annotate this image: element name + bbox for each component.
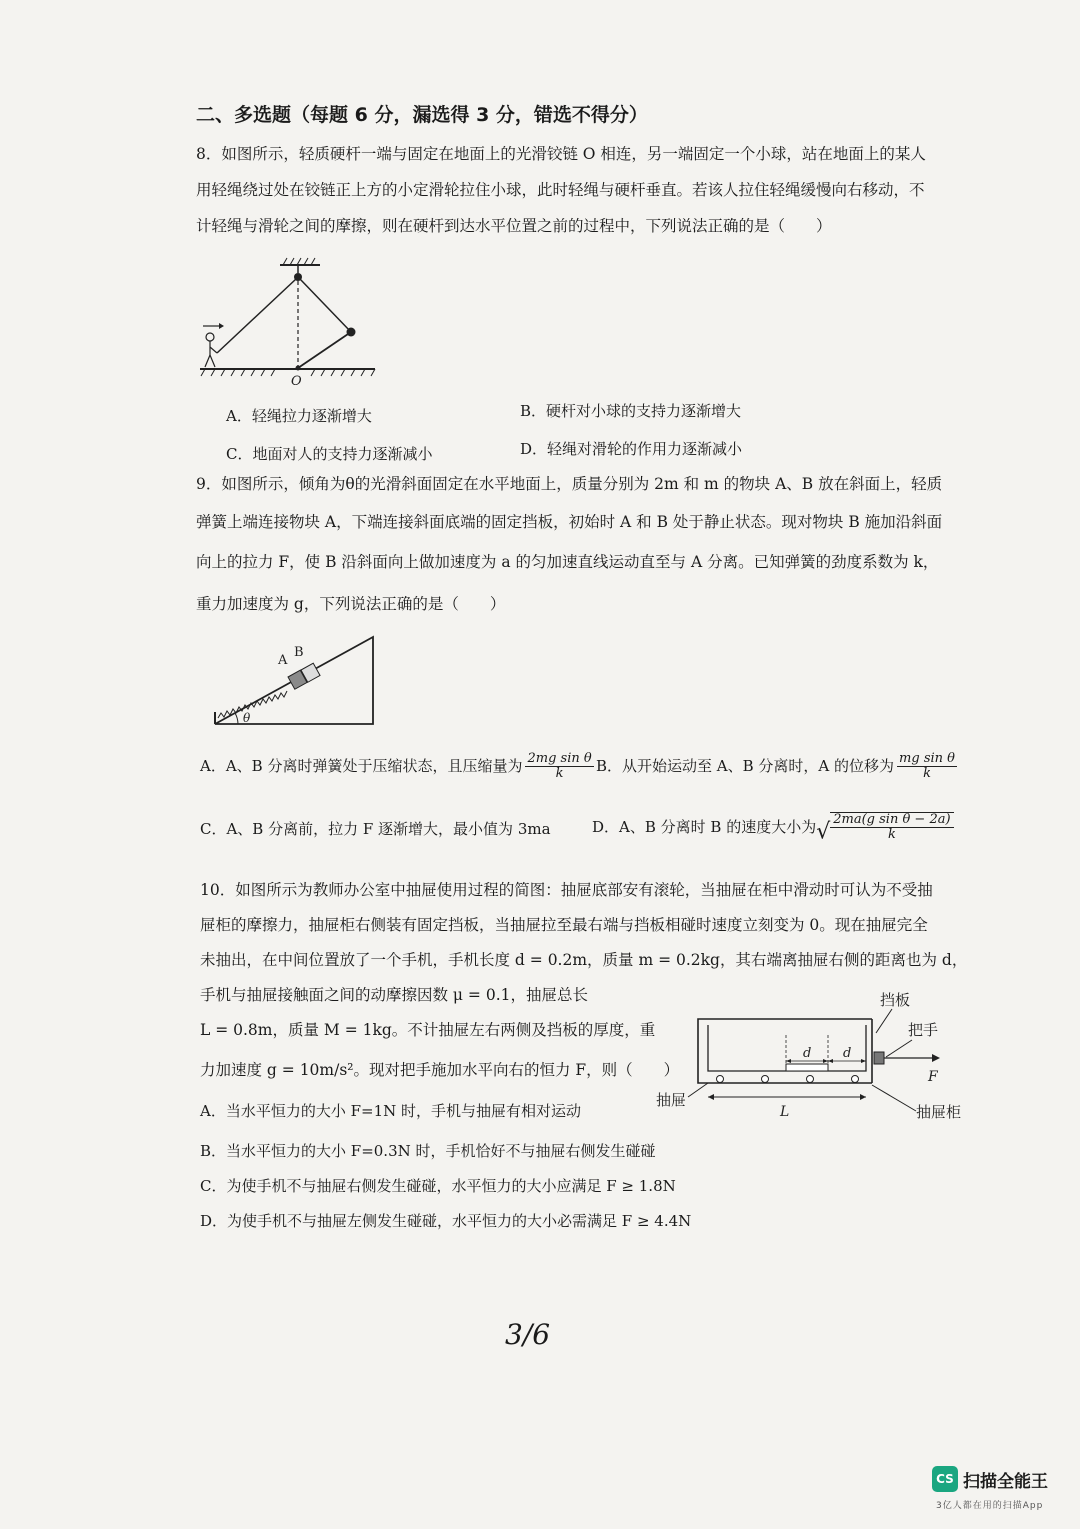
q9-option-a: [200, 752, 597, 782]
hinge-o: [296, 366, 301, 371]
label-o: O: [291, 374, 302, 389]
q10-line-1: 10．如图所示为教师办公室中抽屉使用过程的简图：抽屉底部安有滚轮，当抽屉在柜中滑动时可认为不受抽: [200, 881, 933, 899]
q9-option-d: [592, 812, 954, 844]
q10-figure: [640, 985, 970, 1135]
label-drawer: 抽屉: [656, 1091, 687, 1109]
q9-option-b-text: B．从开始运动至 A、B 分离时，A 的位移为: [596, 756, 895, 775]
label-cabinet: 抽屉柜: [916, 1103, 962, 1121]
q9-option-d-sqrt: √ $\frac{\text{2ma(g sin θ − 2a)}}{k}$: [816, 812, 953, 844]
scanner-watermark: [932, 1466, 1048, 1492]
watermark-name: 扫描全能王: [963, 1471, 1048, 1492]
q10-line-5: L = 0.8m，质量 M = 1kg。不计抽屉左右两侧及挡板的厚度，重: [200, 1021, 656, 1039]
person: [205, 333, 217, 367]
label-d1: d: [803, 1046, 812, 1061]
q9-option-d-numerator: 2ma(g sin θ − 2a): [830, 813, 953, 828]
wheel: [852, 1076, 859, 1083]
rope-to-person: [217, 279, 296, 353]
q8-option-b: B．硬杆对小球的支持力逐渐增大: [520, 402, 742, 420]
wheel: [762, 1076, 769, 1083]
q9-option-d-denominator: k: [887, 827, 896, 843]
label-baffle: 挡板: [880, 991, 911, 1009]
q9-option-b-denominator: k: [923, 766, 931, 782]
label-b: B: [294, 645, 304, 660]
q9-line-3: 向上的拉力 F，使 B 沿斜面向上做加速度为 a 的匀加速直线运动直至与 A 分离。已知弹簧的劲度系数为 k，: [196, 553, 939, 571]
q9-option-b-numerator: mg sin θ: [899, 751, 955, 766]
wheel: [807, 1076, 814, 1083]
q9-line-1: 9．如图所示，倾角为θ的光滑斜面固定在水平地面上，质量分别为 2m 和 m 的物块 A、B 放在斜面上，轻质: [196, 475, 943, 493]
q9-option-b: [596, 752, 960, 782]
label-theta: θ: [243, 711, 251, 725]
q9-option-a-fraction: [525, 752, 593, 782]
rope-to-ball: [300, 279, 351, 332]
watermark-tagline: 3亿人都在用的扫描App: [936, 1501, 1044, 1511]
q8-line-3: 计轻绳与滑轮之间的摩擦，则在硬杆到达水平位置之前的过程中，下列说法正确的是（ ）: [196, 217, 832, 235]
q10-line-3: 未抽出，在中间位置放了一个手机，手机长度 d = 0.2m，质量 m = 0.2kg，其右端离抽屉右侧的距离也为 d，: [200, 951, 968, 969]
angle-arc: [235, 713, 238, 724]
label-a: A: [278, 653, 288, 668]
q9-line-4: 重力加速度为 g，下列说法正确的是（ ）: [196, 595, 506, 613]
q9-option-d-text: D．A、B 分离时 B 的速度大小为: [592, 818, 817, 837]
q10-line-4: 手机与抽屉接触面之间的动摩擦因数 μ = 0.1，抽屉总长: [200, 986, 588, 1004]
rigid-rod: [298, 332, 351, 368]
section-title: 二、多选题（每题 6 分，漏选得 3 分，错选不得分）: [196, 104, 648, 126]
q8-option-c: C．地面对人的支持力逐渐减小: [226, 445, 433, 463]
ball: [347, 328, 356, 337]
q9-option-a-denominator: k: [555, 766, 564, 782]
label-handle: 把手: [908, 1021, 939, 1039]
label-d2: d: [843, 1046, 852, 1061]
q9-option-a-text: A．A、B 分离时弹簧处于压缩状态，且压缩量为: [200, 756, 523, 775]
spring: [218, 691, 287, 718]
q8-option-d: D．轻绳对滑轮的作用力逐渐减小: [520, 440, 743, 458]
label-l: L: [780, 1104, 790, 1120]
page-number: 3/6: [505, 1318, 551, 1351]
drawer-handle: [874, 1052, 884, 1064]
q8-line-1: 8．如图所示，轻质硬杆一端与固定在地面上的光滑铰链 O 相连，另一端固定一个小球，站在地面上的某人: [196, 145, 926, 163]
q8-option-a: A．轻绳拉力逐渐增大: [226, 407, 372, 425]
q10-option-d: D．为使手机不与抽屉左侧发生碰碰，水平恒力的大小必需满足 F ≥ 4.4N: [200, 1212, 692, 1230]
label-f: F: [928, 1069, 938, 1085]
wheel: [717, 1076, 724, 1083]
q9-option-c: C．A、B 分离前，拉力 F 逐渐增大，最小值为 3ma: [200, 820, 551, 838]
q9-line-2: 弹簧上端连接物块 A，下端连接斜面底端的固定挡板，初始时 A 和 B 处于静止状态。现对物块 B 施加沿斜面: [196, 513, 943, 531]
q10-line-6: 力加速度 g = 10m/s²。现对把手施加水平向右的恒力 F，则（ ）: [200, 1061, 680, 1079]
q10-option-a: A．当水平恒力的大小 F=1N 时，手机与抽屉有相对运动: [200, 1102, 582, 1120]
q9-option-a-numerator: 2mg sin θ: [527, 751, 592, 766]
q9-figure: [210, 632, 380, 732]
camscanner-icon: CS: [932, 1466, 958, 1492]
phone: [786, 1064, 828, 1071]
q8-line-2: 用轻绳绕过处在铰链正上方的小定滑轮拉住小球，此时轻绳与硬杆垂直。若该人拉住轻绳缓慢向右移动，不: [196, 181, 925, 199]
q10-option-c: C．为使手机不与抽屉右侧发生碰碰，水平恒力的大小应满足 F ≥ 1.8N: [200, 1177, 676, 1195]
q10-line-2: 屉柜的摩擦力，抽屉柜右侧装有固定挡板，当抽屉拉至最右端与挡板相碰时速度立刻变为 0。现在抽屉完全: [200, 916, 928, 934]
q10-option-b: B．当水平恒力的大小 F=0.3N 时，手机恰好不与抽屉右侧发生碰碰: [200, 1142, 656, 1160]
q8-figure: [195, 255, 385, 390]
q9-option-b-fraction: [897, 752, 957, 782]
